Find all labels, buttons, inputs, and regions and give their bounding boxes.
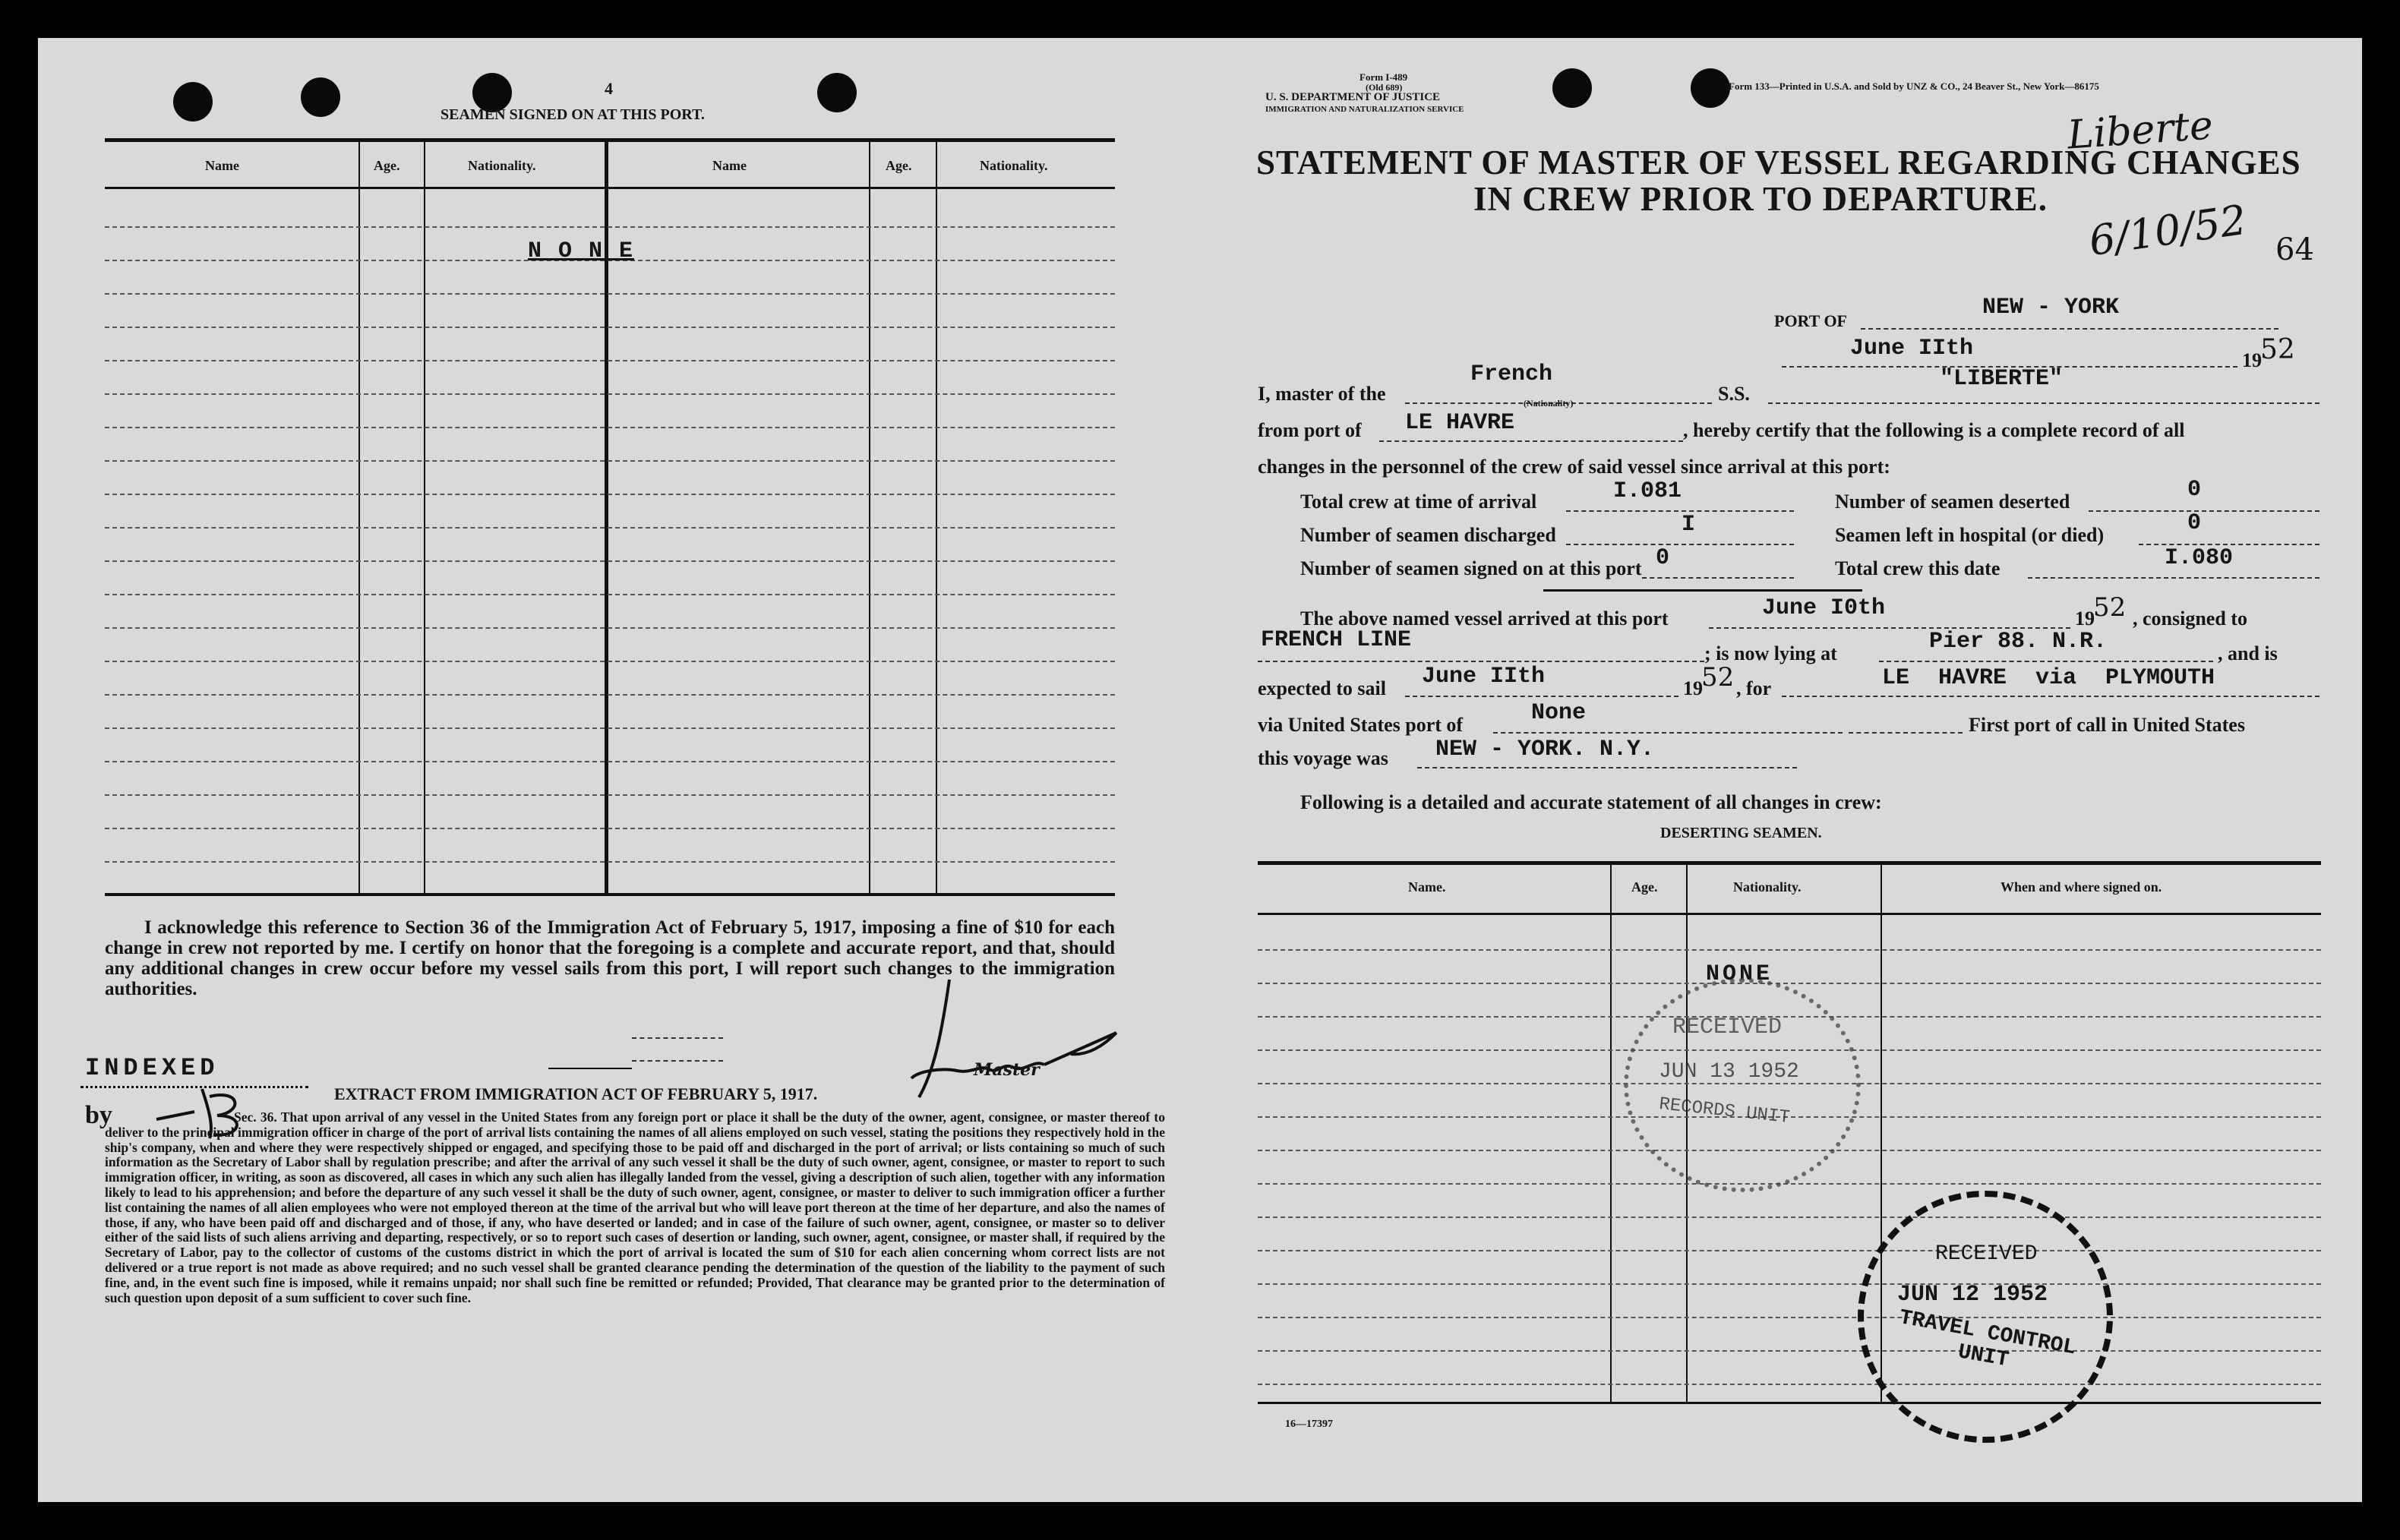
deserting-col-age: Age. — [1631, 879, 1658, 895]
stat-line — [2028, 577, 2319, 579]
signed-on-label: Number of seamen signed on at this port — [1300, 557, 1642, 579]
total-crew-arrival-value: I.081 — [1613, 478, 1682, 504]
master-of-label: I, master of the — [1258, 383, 1386, 405]
date-value: June IIth — [1850, 336, 1974, 361]
port-value: NEW - YORK — [1982, 295, 2120, 320]
table-row-line — [1258, 1250, 2321, 1251]
by-label: by — [85, 1101, 112, 1129]
expected-label: expected to sail — [1258, 677, 1386, 699]
consignee-value: FRENCH LINE — [1261, 627, 1412, 653]
via-line — [1493, 732, 1843, 734]
form-old-number: (Old 689) — [1366, 82, 1403, 93]
punch-hole — [173, 82, 213, 121]
stat-line — [1566, 510, 1794, 512]
port-of-label: PORT OF — [1774, 311, 1847, 330]
year-value: 52 — [2260, 334, 2295, 365]
deserting-col-divider — [1610, 861, 1612, 1402]
voyage-value: NEW - YORK. N.Y. — [1435, 737, 1655, 762]
arrived-year-prefix: 19 — [2075, 607, 2095, 630]
consigned-label: , consigned to — [2133, 607, 2247, 630]
table-row-line — [105, 627, 1115, 629]
acknowledgment-paragraph: I acknowledge this reference to Section 36 of the Immigration Act of February 5, 1917, imposing a fine of $10 for each change in crew not reported by me. I certify on honor that the foregoing is a complete and accurate report, and that, should any additional changes in crew occur before my vessel sails from this port, I will report such changes to the immigration authorities. — [105, 917, 1115, 999]
handwritten-ship-name: Liberte — [2066, 103, 2215, 159]
table-row-line — [105, 427, 1115, 428]
stamp2-date: JUN 12 1952 — [1897, 1282, 2048, 1308]
col-header-age: Age. — [374, 158, 400, 173]
table-row-line — [105, 594, 1115, 595]
col-header-age: Age. — [886, 158, 912, 173]
table-row-line — [105, 727, 1115, 729]
hospital-value: 0 — [2187, 510, 2202, 536]
arrived-value: June I0th — [1762, 595, 1886, 621]
received-stamp-travel-control — [1858, 1191, 2113, 1443]
table-row-line — [105, 460, 1115, 462]
year-prefix: 19 — [2242, 349, 2262, 371]
stamp1-unit: RECORDS UNIT — [1658, 1094, 1791, 1128]
extract-title: EXTRACT FROM IMMIGRATION ACT OF FEBRUARY 5, 1917. — [334, 1084, 818, 1103]
none-entry: N O N E — [528, 238, 635, 264]
changes-text: changes in the personnel of the crew of said vessel since arrival at this port: — [1258, 456, 1890, 478]
handwritten-page-number: 64 — [2275, 232, 2314, 267]
table-bottom-rule — [105, 893, 1115, 896]
deserting-col-when-where: When and where signed on. — [2001, 879, 2162, 895]
col-divider — [869, 138, 870, 895]
deserting-table-bottom — [1258, 1402, 2321, 1404]
sail-date-line — [1405, 696, 1678, 697]
from-port-value: LE HAVRE — [1405, 410, 1515, 436]
col-header-nationality: Nationality. — [468, 158, 536, 173]
section-title: SEAMEN SIGNED ON AT THIS PORT. — [441, 106, 705, 123]
stat-line — [2089, 510, 2319, 512]
vessel-line — [1768, 402, 2319, 404]
hospital-label: Seamen left in hospital (or died) — [1835, 524, 2105, 546]
sail-year-prefix: 19 — [1683, 677, 1703, 699]
nationality-caption: (Nationality) — [1524, 398, 1574, 409]
table-row-line — [105, 661, 1115, 662]
table-header-rule — [105, 187, 1115, 189]
form-title-line1: STATEMENT OF MASTER OF VESSEL REGARDING CHANGES — [1256, 144, 2301, 181]
table-row-line — [105, 527, 1115, 529]
table-row-line — [1258, 1384, 2321, 1385]
table-row-line — [105, 828, 1115, 829]
table-row-line — [105, 494, 1115, 495]
table-row-line — [105, 293, 1115, 295]
stamp2-unit: TRAVEL CONTROL UNIT — [1897, 1306, 2078, 1373]
master-signature — [889, 964, 1192, 1116]
handwritten-date: 6/10/52 — [2086, 195, 2250, 266]
table-row-line — [1258, 1317, 2321, 1318]
from-port-line — [1379, 440, 1683, 442]
service-name: IMMIGRATION AND NATURALIZATION SERVICE — [1265, 105, 1464, 114]
signature-dash — [632, 1060, 723, 1062]
port-line — [1861, 328, 2278, 330]
stat-line — [1642, 577, 1794, 579]
first-port-line — [1849, 732, 1963, 734]
stamp1-date: JUN 13 1952 — [1659, 1060, 1799, 1084]
department-name: U. S. DEPARTMENT OF JUSTICE — [1265, 91, 1441, 103]
table-row-line — [1258, 1217, 2321, 1218]
punch-hole — [1552, 68, 1592, 108]
deserting-col-name: Name. — [1408, 879, 1446, 895]
extract-text: Sec. 36. That upon arrival of any vessel in the United States from any foreign port or place it shall be the duty of the owner, agent, consignee, or master thereof to deliver to the principal immigration officer in charge of the port of arrival lists containing the names of all aliens employed on such vessel, stating the positions they respectively hold in the ship's company, when and where they were respectively shipped or engaged, and specifying those to be paid off and discharged in the port of arrival; or lists containing so much of such information as the Secretary of Labor shall by regulation prescribe; and after the arrival of any such vessel it shall be the duty of such owner, agent, consignee, or master to report to such immigration officer, in writing, as soon as discovered, all cases in which any such alien has illegally landed from the vessel, giving a description of such alien, together with any information likely to lead to his apprehension; and before the departure of any such vessel it shall be the duty of such owner, agent, consignee, or master to deliver to such immigration officer a further list containing the names of all alien employees who were not employed thereon at the time of the arrival but who will leave port thereon at the time of her departure, and also the names of those, if any, who have been paid off and discharged and of those, if any, who have deserted or landed; and in case of the failure of such owner, agent, consignee, or master so to deliver either of the said lists of such aliens arriving and departing, respectively, or so to report such cases of desertion or landing, such owner, agent, consignee, or master shall, if required by the Secretary of Labor, pay to the collector of customs of the customs district in which the port of arrival is located the sum of $10 for each alien concerning whom correct lists are not delivered or a true report is not made as above required; and no such vessel shall be granted clearance pending the determination of the question of the liability to the payment of such fine, and, in the event such fine is imposed, while it remains unpaid; nor shall such fine be remitted or refunded; Provided, That clearance may be granted prior to the determination of such question upon deposit of a sum sufficient to cover such fine. — [105, 1109, 1165, 1305]
from-port-label: from port of — [1258, 419, 1362, 441]
col-divider — [936, 138, 937, 895]
table-row-line — [105, 226, 1115, 228]
stamp2-received: RECEIVED — [1935, 1242, 2038, 1266]
sail-year: 52 — [1701, 662, 1735, 693]
destination-line — [1782, 696, 2319, 697]
table-row-line — [105, 761, 1115, 762]
footer-code: 16—17397 — [1285, 1419, 1333, 1430]
table-row-line — [105, 393, 1115, 395]
for-label: , for — [1736, 677, 1772, 699]
lying-label: ; is now lying at — [1704, 642, 1837, 664]
signed-on-value: 0 — [1656, 545, 1670, 571]
pier-value: Pier 88. N.R. — [1929, 629, 2108, 655]
table-row-line — [105, 794, 1115, 796]
form-number: Form I-489 — [1359, 71, 1408, 83]
consignee-line — [1258, 661, 1704, 662]
deserting-none-entry: NONE — [1706, 961, 1773, 987]
stat-line — [1566, 544, 1794, 545]
and-is-label: , and is — [2218, 642, 2278, 664]
via-value: None — [1531, 700, 1587, 726]
deserting-table-top — [1258, 861, 2321, 865]
punch-hole — [817, 73, 857, 112]
col-divider — [358, 138, 360, 895]
punch-hole — [1691, 68, 1730, 108]
ss-label: S.S. — [1718, 383, 1750, 405]
stats-rule — [1543, 589, 1862, 592]
table-row-line — [105, 694, 1115, 696]
col-header-nationality: Nationality. — [980, 158, 1048, 173]
first-port-label: First port of call in United States — [1969, 714, 2245, 736]
signature-dash — [632, 1037, 723, 1039]
signature-line-short — [548, 1068, 632, 1069]
total-crew-date-value: I.080 — [2165, 545, 2234, 571]
total-crew-arrival-label: Total crew at time of arrival — [1300, 491, 1537, 513]
indexed-text: INDEXED — [85, 1054, 219, 1082]
deserted-label: Number of seamen deserted — [1835, 491, 2070, 513]
via-label: via United States port of — [1258, 714, 1464, 736]
deserting-col-nationality: Nationality. — [1733, 879, 1802, 895]
table-row-line — [1258, 1283, 2321, 1285]
table-row-line — [1258, 983, 2321, 984]
table-row-line — [1258, 949, 2321, 951]
col-header-name: Name — [205, 158, 239, 173]
nationality-value: French — [1470, 361, 1553, 387]
following-text: Following is a detailed and accurate statement of all changes in crew: — [1300, 791, 1882, 813]
table-row-line — [1258, 1350, 2321, 1352]
col-divider — [424, 138, 425, 895]
deserted-value: 0 — [2187, 477, 2202, 503]
voyage-line — [1417, 767, 1797, 768]
sail-date: June IIth — [1422, 664, 1546, 690]
deserting-title: DESERTING SEAMEN. — [1660, 825, 1822, 841]
destination-value: LE HAVRE via PLYMOUTH — [1882, 665, 2215, 691]
pier-line — [1879, 661, 2213, 662]
certify-text: , hereby certify that the following is a complete record of all — [1683, 419, 2185, 441]
total-crew-date-label: Total crew this date — [1835, 557, 2001, 579]
table-row-line — [105, 861, 1115, 863]
col-header-name: Name — [712, 158, 747, 173]
table-row-line — [105, 360, 1115, 361]
stamp1-received: RECEIVED — [1672, 1015, 1783, 1040]
table-row-line — [105, 327, 1115, 328]
discharged-label: Number of seamen discharged — [1300, 524, 1556, 546]
table-top-rule — [105, 138, 1115, 142]
master-label: Master — [974, 1060, 1040, 1080]
voyage-label: this voyage was — [1258, 747, 1388, 769]
punch-hole — [301, 77, 340, 117]
table-row-line — [105, 560, 1115, 562]
deserting-header-rule — [1258, 913, 2321, 915]
vessel-name: "LIBERTE" — [1940, 366, 2064, 392]
arrived-year: 52 — [2093, 592, 2127, 623]
arrived-label: The above named vessel arrived at this port — [1300, 607, 1669, 630]
page-number: 4 — [605, 79, 613, 98]
form-title-line2: IN CREW PRIOR TO DEPARTURE. — [1473, 180, 2048, 218]
printer-line: Form 133—Printed in U.S.A. and Sold by UNZ & CO., 24 Beaver St., New York—86175 — [1729, 80, 2099, 92]
discharged-value: I — [1682, 512, 1696, 538]
form-sheet — [38, 38, 2362, 1502]
received-stamp-records — [1624, 978, 1861, 1192]
